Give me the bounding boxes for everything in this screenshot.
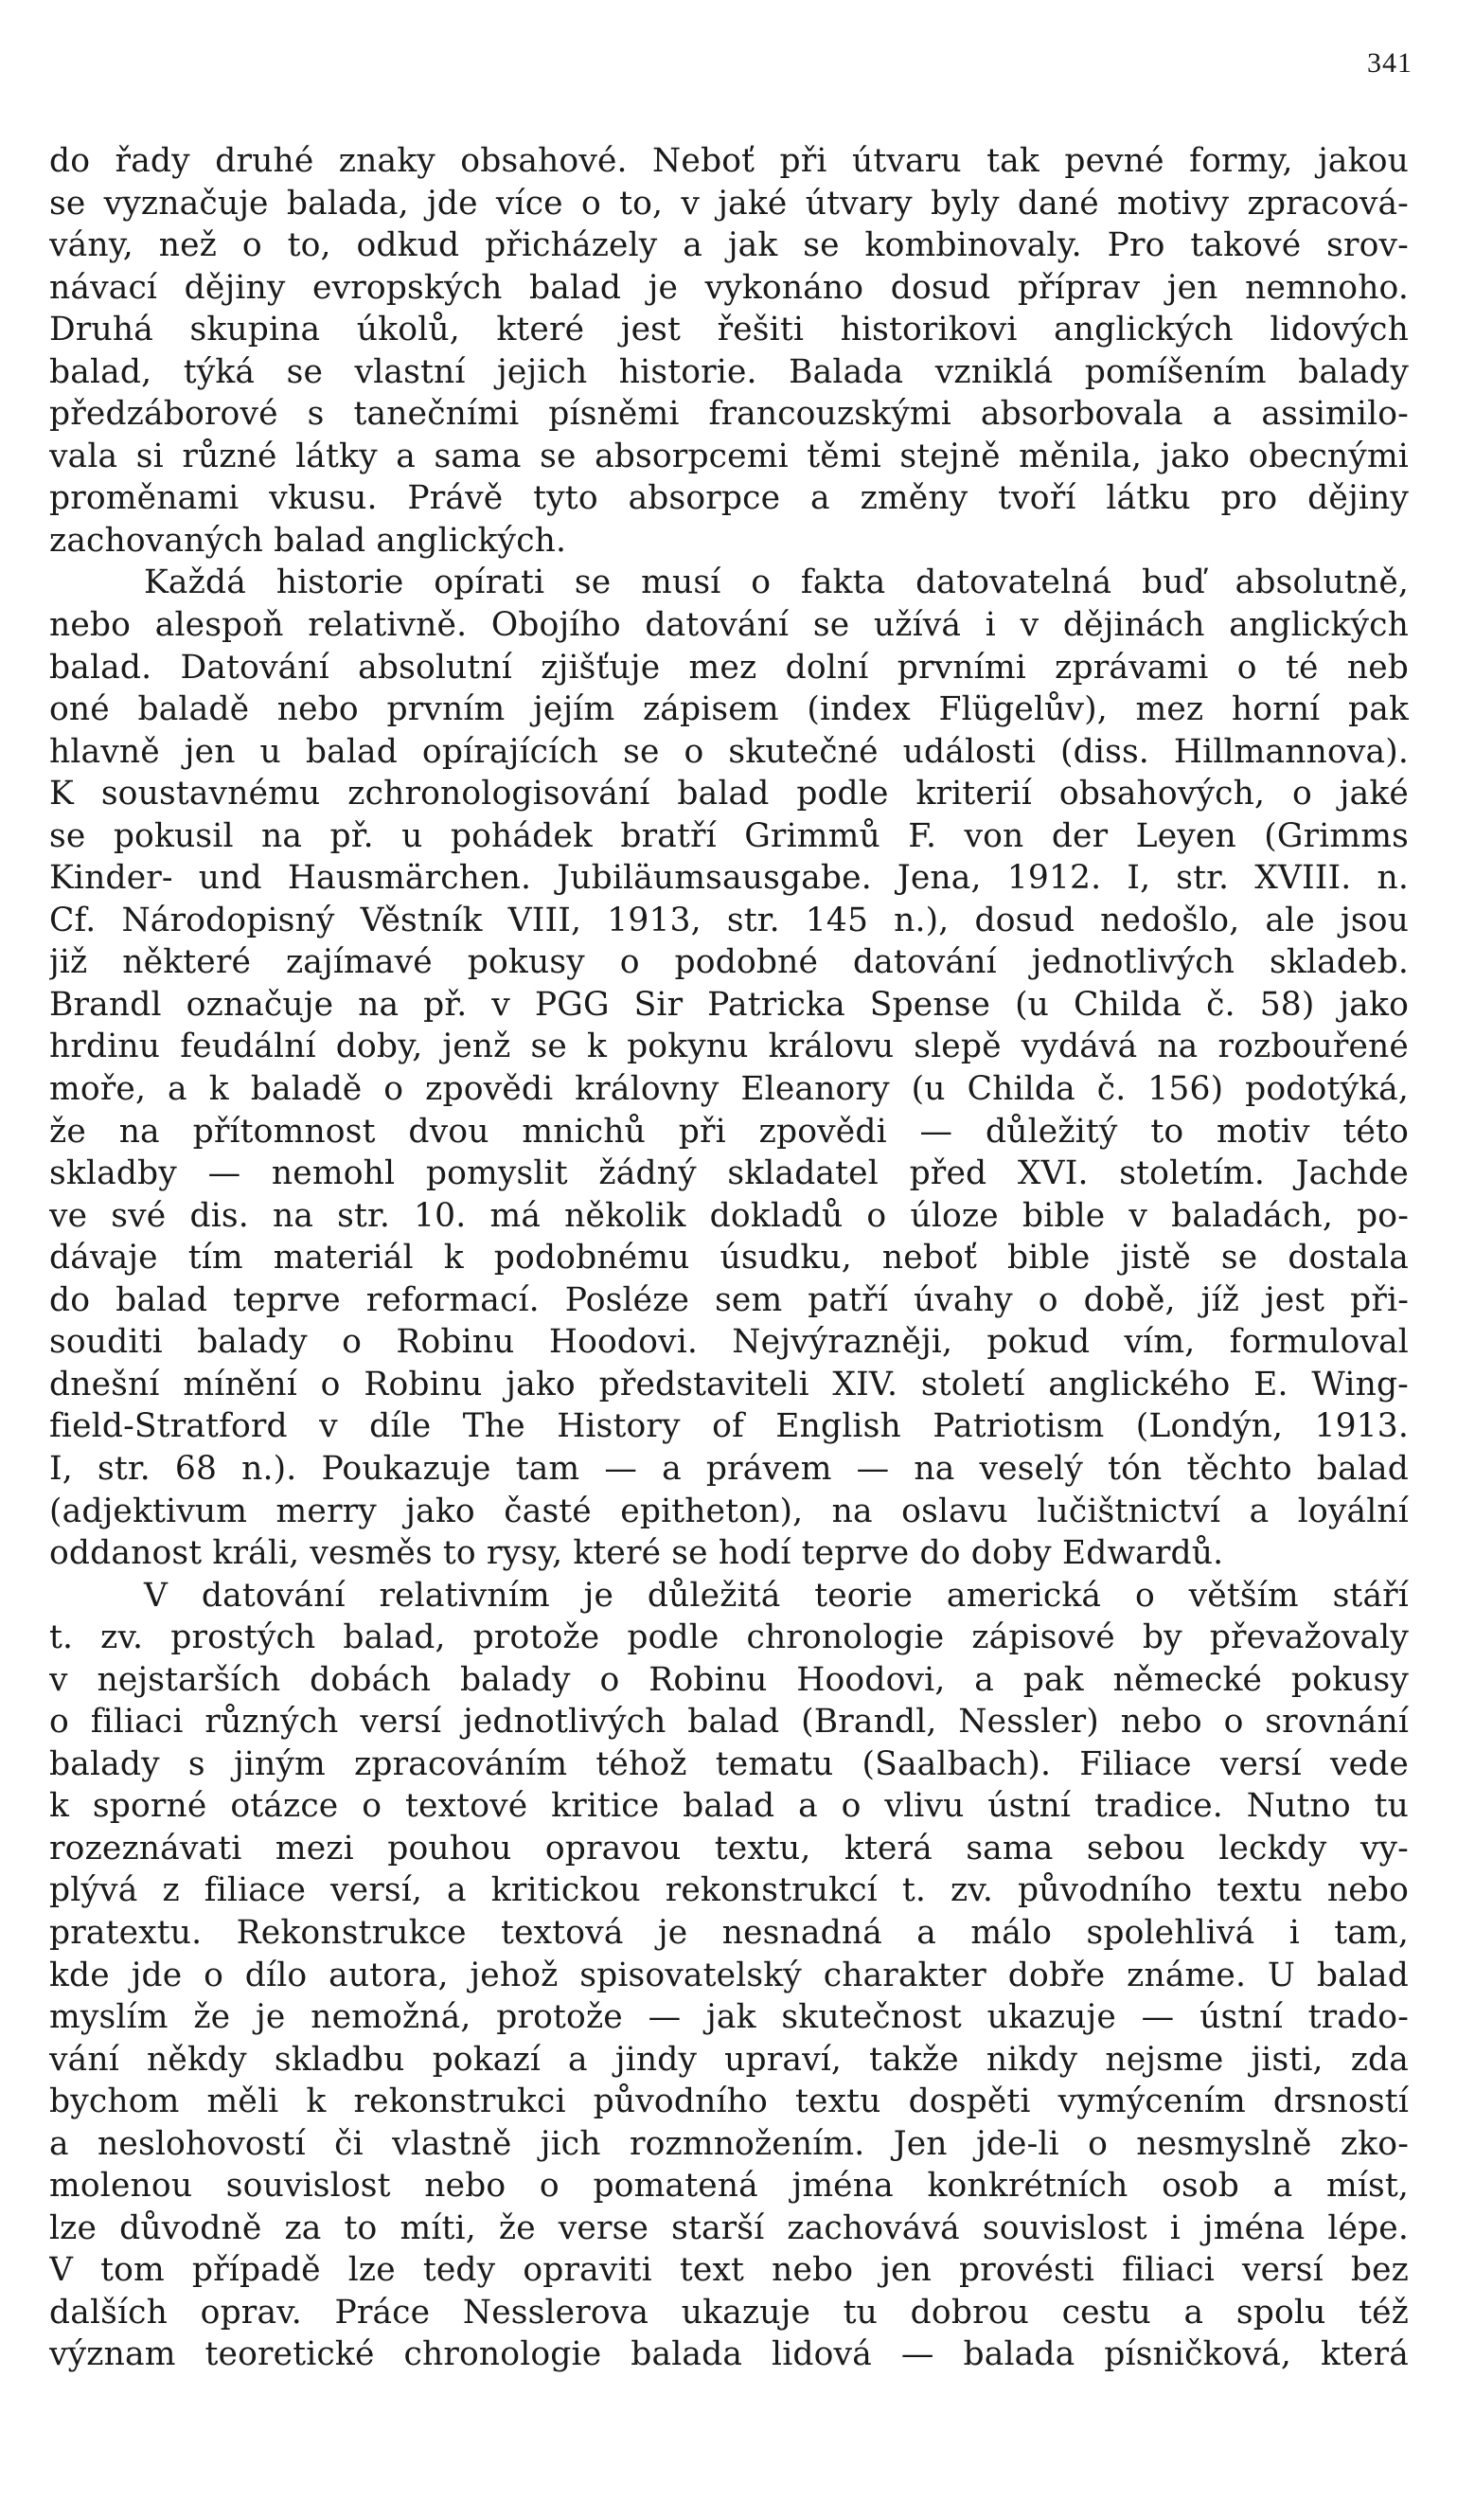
text-line: oné baladě nebo prvním jejím zápisem (index Flügelův), mez horní pak: [49, 690, 1409, 729]
text-line: nebo alespoň relativně. Obojího datování se užívá i v dějinách anglických: [49, 606, 1409, 645]
text-line: V datování relativním je důležitá teorie americká o větším stáří: [144, 1576, 1409, 1615]
text-line: oddanost králi, vesměs to rysy, které se hodí teprve do doby Edwardů.: [49, 1534, 1224, 1573]
text-line: proměnami vkusu. Právě tyto absorpce a změny tvoří látku pro dějiny: [49, 479, 1409, 518]
text-line: plývá z filiace versí, a kritickou rekonstrukcí t. zv. původního textu nebo: [49, 1871, 1409, 1910]
text-line: a neslohovostí či vlastně jich rozmnožením. Jen jde-li o nesmyslně zko-: [49, 2124, 1409, 2163]
text-line: dnešní mínění o Robinu jako představiteli XIV. století anglického E. Wing-: [49, 1365, 1409, 1403]
text-line: vání někdy skladbu pokazí a jindy upraví, takže nikdy nejsme jisti, zda: [49, 2040, 1409, 2079]
text-line: dalších oprav. Práce Nesslerova ukazuje tu dobrou cestu a spolu též: [49, 2293, 1409, 2332]
text-line: že na přítomnost dvou mnichů při zpovědi — důležitý to motiv této: [49, 1112, 1409, 1151]
text-line: t. zv. prostých balad, protože podle chronologie zápisové by převažovaly: [49, 1618, 1409, 1657]
text-line: do řady druhé znaky obsahové. Neboť při útvaru tak pevné formy, jakou: [49, 142, 1409, 180]
text-line: Kinder- und Hausmärchen. Jubiläumsausgabe. Jena, 1912. I, str. XVIII. n.: [49, 859, 1409, 898]
body-text: [49, 140, 1409, 2376]
text-line: Druhá skupina úkolů, které jest řešiti historikovi anglických lidových: [49, 311, 1409, 349]
text-line: vala si různé látky a sama se absorpcemi těmi stejně měnila, jako obecnými: [49, 437, 1409, 475]
text-line: molenou souvislost nebo o pomatená jména konkrétních osob a míst,: [49, 2167, 1409, 2206]
text-line: kde jde o dílo autora, jehož spisovatelský charakter dobře známe. U balad: [49, 1956, 1409, 1994]
text-line: hlavně jen u balad opírajících se o skutečné události (diss. Hillmannova).: [49, 732, 1409, 771]
text-line: Každá historie opírati se musí o fakta datovatelná buď absolutně,: [144, 563, 1409, 602]
text-line: (adjektivum merry jako časté epitheton), na oslavu lučištnictví a loyální: [49, 1492, 1409, 1530]
text-line: Brandl označuje na př. v PGG Sir Patricka Spense (u Childa č. 58) jako: [49, 985, 1409, 1024]
text-line: field-Stratford v díle The History of English Patriotism (Londýn, 1913.: [49, 1407, 1409, 1446]
text-line: rozeznávati mezi pouhou opravou textu, která sama sebou leckdy vy-: [49, 1829, 1409, 1868]
text-line: vány, než o to, odkud přicházely a jak se kombinovaly. Pro takové srov-: [49, 226, 1409, 265]
text-line: předzáborové s tanečními písněmi francouzskými absorbovala a assimilo-: [49, 395, 1409, 434]
text-line: se pokusil na př. u pohádek bratří Grimmů F. von der Leyen (Grimms: [49, 816, 1409, 855]
text-line: návací dějiny evropských balad je vykonáno dosud příprav jen nemnoho.: [49, 268, 1409, 307]
text-line: do balad teprve reformací. Posléze sem patří úvahy o době, jíž jest při-: [49, 1280, 1409, 1319]
text-line: ve své dis. na str. 10. má několik dokladů o úloze bible v baladách, po-: [49, 1196, 1409, 1235]
text-line: v nejstarších dobách balady o Robinu Hoodovi, a pak německé pokusy: [49, 1660, 1409, 1699]
text-line: bychom měli k rekonstrukci původního textu dospěti vymýcením drsností: [49, 2082, 1409, 2121]
text-line: pratextu. Rekonstrukce textová je nesnadná a málo spolehlivá i tam,: [49, 1913, 1409, 1952]
text-line: Cf. Národopisný Věstník VIII, 1913, str. 145 n.), dosud nedošlo, ale jsou: [49, 901, 1409, 939]
text-line: balad, týká se vlastní jejich historie. Balada vzniklá pomíšením balady: [49, 352, 1409, 391]
text-line: zachovaných balad anglických.: [49, 521, 567, 560]
text-line: skladby — nemohl pomyslit žádný skladatel před XVI. stoletím. Jachde: [49, 1154, 1409, 1193]
text-line: K soustavnému zchronologisování balad podle kriterií obsahových, o jaké: [49, 775, 1409, 813]
text-line: dávaje tím materiál k podobnému úsudku, neboť bible jistě se dostala: [49, 1239, 1409, 1278]
text-line: k sporné otázce o textové kritice balad a o vlivu ústní tradice. Nutno tu: [49, 1787, 1409, 1826]
text-line: balad. Datování absolutní zjišťuje mez dolní prvními zprávami o té neb: [49, 648, 1409, 687]
text-line: moře, a k baladě o zpovědi královny Eleanory (u Childa č. 156) podotýká,: [49, 1070, 1409, 1109]
text-line: myslím že je nemožná, protože — jak skutečnost ukazuje — ústní trado-: [49, 1998, 1409, 2037]
text-line: význam teoretické chronologie balada lidová — balada písničková, která: [49, 2335, 1409, 2374]
text-line: V tom případě lze tedy opraviti text nebo jen provésti filiaci versí bez: [49, 2251, 1409, 2290]
text-line: již některé zajímavé pokusy o podobné datování jednotlivých skladeb.: [49, 943, 1409, 982]
text-line: hrdinu feudální doby, jenž se k pokynu královu slepě vydává na rozbouřené: [49, 1028, 1409, 1066]
text-line: se vyznačuje balada, jde více o to, v jaké útvary byly dané motivy zpracová-: [49, 184, 1409, 223]
text-line: o filiaci různých versí jednotlivých balad (Brandl, Nessler) nebo o srovnání: [49, 1703, 1409, 1742]
text-line: I, str. 68 n.). Poukazuje tam — a právem — na veselý tón těchto balad: [49, 1449, 1409, 1488]
text-line: balady s jiným zpracováním téhož tematu (Saalbach). Filiace versí vede: [49, 1744, 1409, 1783]
text-line: souditi balady o Robinu Hoodovi. Nejvýrazněji, pokud vím, formuloval: [49, 1323, 1409, 1362]
text-line: lze důvodně za to míti, že verse starší zachovává souvislost i jména lépe.: [49, 2208, 1409, 2247]
page-number: 341: [1367, 47, 1413, 79]
